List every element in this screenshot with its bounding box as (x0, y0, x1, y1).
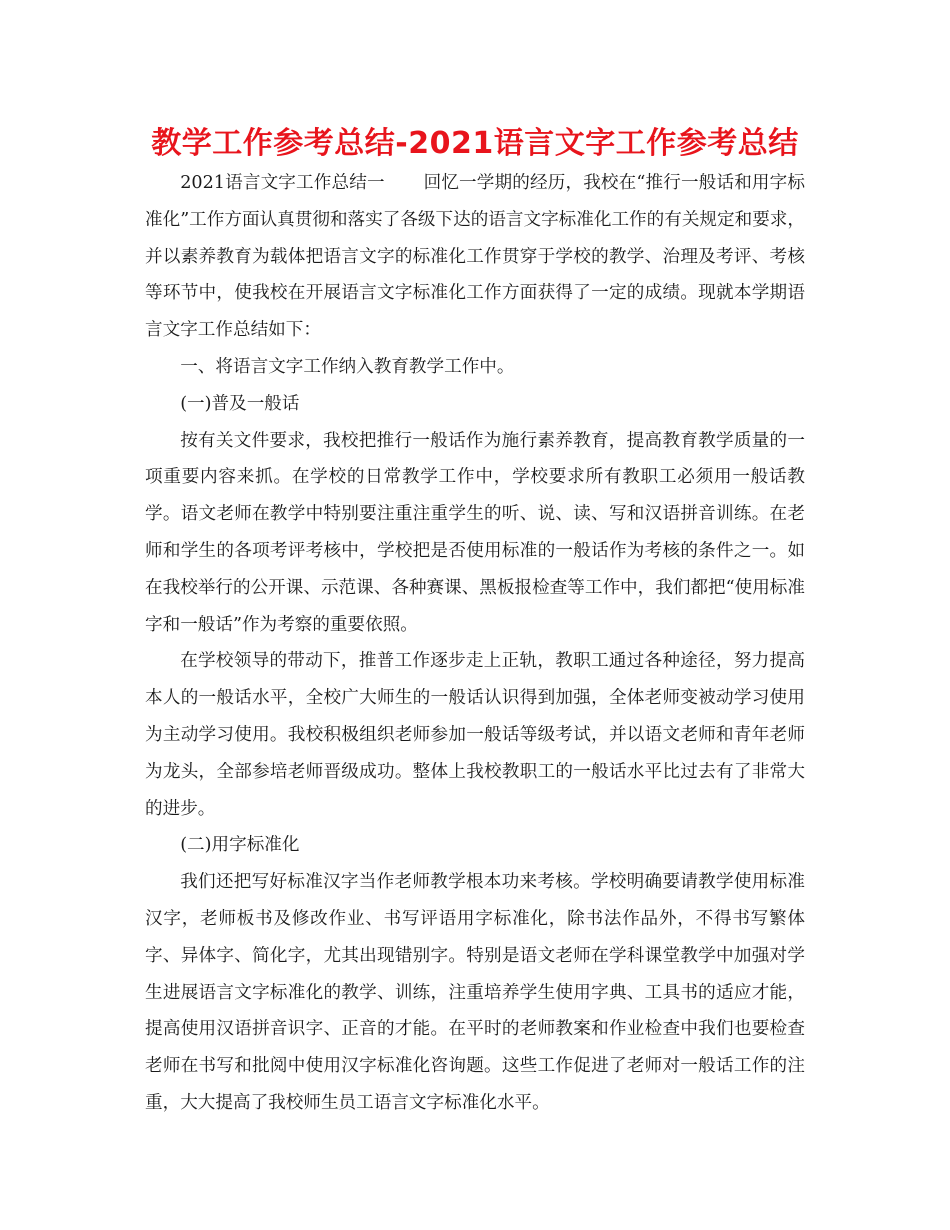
paragraph-3: 我们还把写好标准汉字当作老师教学根本功来考核。学校明确要请教学使用标准汉字，老师板书及修改作业、书写评语用字标准化，除书法作品外，不得书写繁体字、异体字、简化字，尤其出现错别字。特别是语文老师在学科课堂教学中加强对学生进展语言文字标准化的教学、训练，注重培养学生使用字典、工具书的适应才能，提高使用汉语拼音识字、正音的才能。在平时的老师教案和作业检查中我们也要检查老师在书写和批阅中使用汉字标准化咨询题。这些工作促进了老师对一般话工作的注重，大大提高了我校师生员工语言文字标准化水平。 (145, 872, 805, 1113)
document-title: 教学工作参考总结-2021语言文字工作参考总结 (151, 126, 799, 161)
subsection-heading-2: (二)用字标准化 (180, 835, 300, 856)
intro-heading: 2021语言文字工作总结一 (180, 173, 385, 193)
intro-text: 回忆一学期的经历，我校在“推行一般话和用字标准化”工作方面认真贯彻和落实了各级下达的语言文字标准化工作的有关规定和要求，并以素养教育为载体把语言文字的标准化工作贯穿于学校的教学、治理及考评、考核等环节中，使我校在开展语言文字标准化工作方面获得了一定的成绩。现就本学期语言文字工作总结如下： (145, 173, 805, 341)
section-heading-1: 一、将语言文字工作纳入教育教学工作中。 (180, 356, 515, 377)
paragraph-1: 按有关文件要求，我校把推行一般话作为施行素养教育，提高教育教学质量的一项重要内容来抓。在学校的日常教学工作中，学校要求所有教职工必须用一般话教学。语文老师在教学中特别要注重注重学生的听、说、读、写和汉语拼音训练。在老师和学生的各项考评考核中，学校把是否使用标准的一般话作为考核的条件之一。如在我校举行的公开课、示范课、各种赛课、黑板报检查等工作中，我们都把“使用标准字和一般话”作为考察的重要依照。 (145, 430, 805, 635)
document-body (145, 165, 805, 1122)
paragraph-2: 在学校领导的带动下，推普工作逐步走上正轨，教职工通过各种途径，努力提高本人的一般话水平，全校广大师生的一般话认识得到加强，全体老师变被动学习使用为主动学习使用。我校积极组织老师参加一般话等级考试，并以语文老师和青年老师为龙头，全部参培老师晋级成功。整体上我校教职工的一般话水平比过去有了非常大的进步。 (145, 651, 805, 819)
subsection-heading-1: (一)普及一般话 (180, 393, 300, 414)
intro-paragraph (145, 165, 805, 349)
